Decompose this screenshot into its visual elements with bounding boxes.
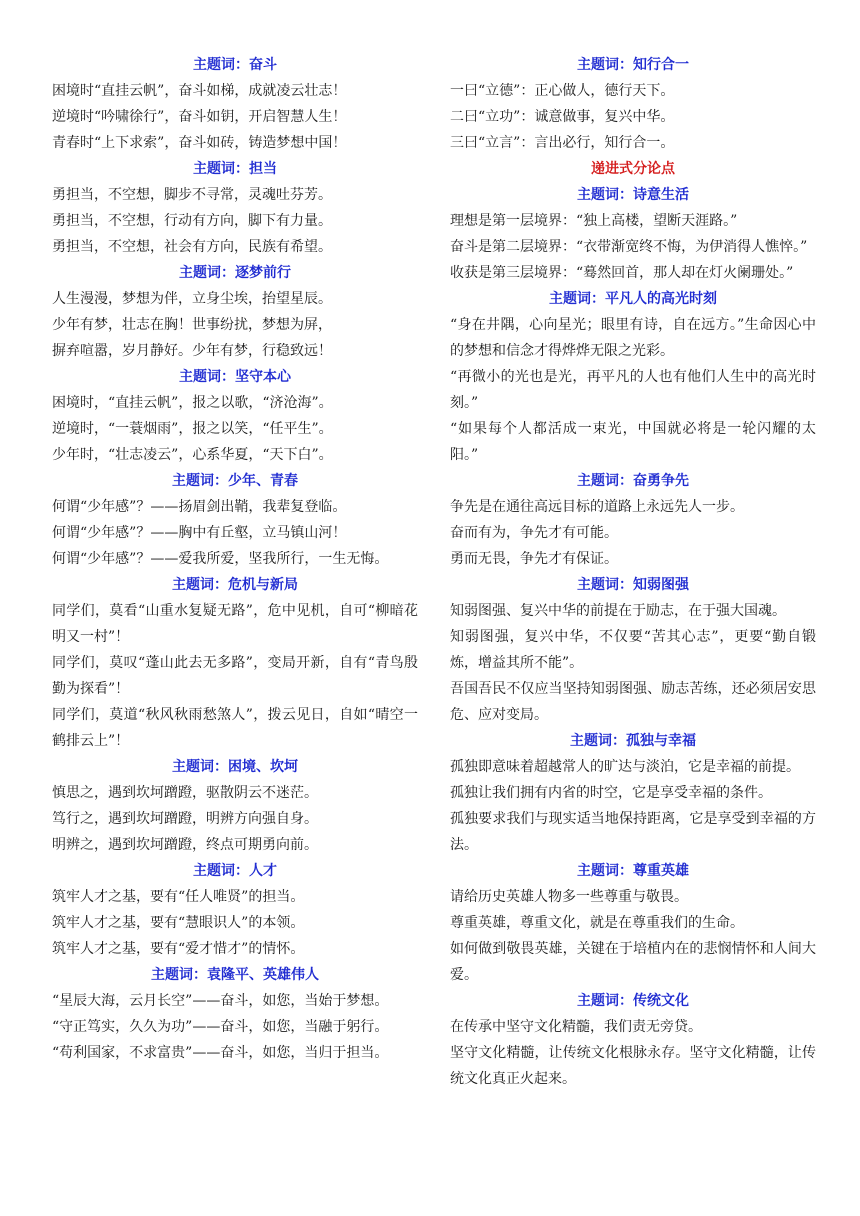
section-heading: 主题词：袁隆平、英雄伟人 [151, 967, 319, 983]
section-heading: 主题词：传统文化 [577, 993, 689, 1009]
text-line: 人生漫漫，梦想为伴，立身尘埃，抬望星辰。 [52, 291, 332, 307]
text-line: 困境时“直挂云帆”，奋斗如梯，成就凌云壮志！ [52, 83, 347, 99]
text-line: 争先是在通往高远目标的道路上永远先人一步。 [450, 499, 744, 515]
left-column [52, 52, 418, 1216]
text-line: 筑牢人才之基，要有“爱才惜才”的情怀。 [52, 941, 305, 957]
text-line: “如果每个人都活成一束光，中国就必将是一轮闪耀的太阳。” [450, 421, 816, 463]
text-line: 何谓“少年感”？——扬眉剑出鞘，我辈复登临。 [52, 499, 347, 515]
right-column [450, 52, 816, 1216]
text-line: 逆境时，“一蓑烟雨”，报之以笑，“任平生”。 [52, 421, 333, 437]
section-heading: 主题词：孤独与幸福 [570, 733, 696, 749]
text-line: 筑牢人才之基，要有“任人唯贤”的担当。 [52, 889, 305, 905]
text-line: “身在井隅，心向星光；眼里有诗，自在远方。”生命因心中的梦想和信念才得烨烨无限之光彩。 [450, 317, 816, 359]
text-line: 笃行之，遇到坎坷蹭蹬，明辨方向强自身。 [52, 811, 318, 827]
text-line: 收获是第三层境界：“蓦然回首，那人却在灯火阑珊处。” [450, 265, 794, 281]
text-line: 同学们，莫看“山重水复疑无路”，危中见机，自可“柳暗花明又一村”！ [52, 603, 418, 645]
text-line: 知弱图强，复兴中华，不仅要“苦其心志”，更要“勤自锻炼，增益其所不能”。 [450, 629, 816, 671]
text-line: 三曰“立言”：言出必行，知行合一。 [450, 135, 675, 151]
section-heading: 主题词：尊重英雄 [577, 863, 689, 879]
text-line: 同学们，莫叹“蓬山此去无多路”，变局开新，自有“青鸟殷勤为探看”！ [52, 655, 418, 697]
section-heading: 主题词：知弱图强 [577, 577, 689, 593]
section-heading: 主题词：坚守本心 [179, 369, 291, 385]
section-heading: 主题词：平凡人的高光时刻 [549, 291, 717, 307]
text-line: 筑牢人才之基，要有“慧眼识人”的本领。 [52, 915, 305, 931]
text-line: 在传承中坚守文化精髓，我们责无旁贷。 [450, 1019, 702, 1035]
text-line: 尊重英雄，尊重文化，就是在尊重我们的生命。 [450, 915, 744, 931]
section-heading: 主题词：奋斗 [193, 57, 277, 73]
text-line: 请给历史英雄人物多一些尊重与敬畏。 [450, 889, 688, 905]
text-line: 同学们，莫道“秋风秋雨愁煞人”，拨云见日，自如“晴空一鹤排云上”！ [52, 707, 418, 749]
text-line: “再微小的光也是光，再平凡的人也有他们人生中的高光时刻。” [450, 369, 816, 411]
section-heading: 主题词：逐梦前行 [179, 265, 291, 281]
section-heading: 主题词：担当 [193, 161, 277, 177]
section-heading: 主题词：危机与新局 [172, 577, 298, 593]
text-line: 奋斗是第二层境界：“衣带渐宽终不悔，为伊消得人憔悴。” [450, 239, 808, 255]
text-line: 知弱图强、复兴中华的前提在于励志，在于强大国魂。 [450, 603, 786, 619]
text-line: 孤独即意味着超越常人的旷达与淡泊，它是幸福的前提。 [450, 759, 800, 775]
section-heading: 递进式分论点 [591, 161, 675, 177]
text-line: 慎思之，遇到坎坷蹭蹬，驱散阴云不迷茫。 [52, 785, 318, 801]
text-line: 何谓“少年感”？——爱我所爱，坚我所行，一生无悔。 [52, 551, 389, 567]
text-line: 勇担当，不空想，行动有方向，脚下有力量。 [52, 213, 332, 229]
section-heading: 主题词：困境、坎坷 [172, 759, 298, 775]
text-line: “苟利国家，不求富贵”——奋斗，如您，当归于担当。 [52, 1045, 389, 1061]
section-heading: 主题词：诗意生活 [577, 187, 689, 203]
text-line: “守正笃实，久久为功”——奋斗，如您，当融于躬行。 [52, 1019, 389, 1035]
text-line: 如何做到敬畏英雄，关键在于培植内在的悲悯情怀和人间大爱。 [450, 941, 816, 983]
text-line: 少年时，“壮志凌云”，心系华夏，“天下白”。 [52, 447, 333, 463]
text-line: “星辰大海，云月长空”——奋斗，如您，当始于梦想。 [52, 993, 389, 1009]
text-line: 二曰“立功”：诚意做事，复兴中华。 [450, 109, 675, 125]
text-line: 坚守文化精髓，让传统文化根脉永存。坚守文化精髓，让传统文化真正火起来。 [450, 1045, 816, 1087]
text-line: 少年有梦，壮志在胸！世事纷扰，梦想为屏， [52, 317, 332, 333]
text-line: 孤独让我们拥有内省的时空，它是享受幸福的条件。 [450, 785, 772, 801]
text-line: 吾国吾民不仅应当坚持知弱图强、励志苦练，还必须居安思危、应对变局。 [450, 681, 816, 723]
section-heading: 主题词：知行合一 [577, 57, 689, 73]
section-heading: 主题词：人才 [193, 863, 277, 879]
text-line: 孤独要求我们与现实适当地保持距离，它是享受到幸福的方法。 [450, 811, 816, 853]
text-line: 青春时“上下求索”，奋斗如砖，铸造梦想中国！ [52, 135, 347, 151]
section-heading: 主题词：少年、青春 [172, 473, 298, 489]
section-heading: 主题词：奋勇争先 [577, 473, 689, 489]
text-line: 困境时，“直挂云帆”，报之以歌，“济沧海”。 [52, 395, 333, 411]
text-line: 摒弃喧嚣，岁月静好。少年有梦，行稳致远！ [52, 343, 332, 359]
text-line: 勇担当，不空想，脚步不寻常，灵魂吐芬芳。 [52, 187, 332, 203]
text-line: 何谓“少年感”？——胸中有丘壑，立马镇山河！ [52, 525, 347, 541]
text-line: 逆境时“吟啸徐行”，奋斗如钥，开启智慧人生！ [52, 109, 347, 125]
text-line: 勇担当，不空想，社会有方向，民族有希望。 [52, 239, 332, 255]
text-line: 理想是第一层境界：“独上高楼，望断天涯路。” [450, 213, 738, 229]
text-line: 勇而无畏，争先才有保证。 [450, 551, 618, 567]
text-line: 一曰“立德”：正心做人，德行天下。 [450, 83, 675, 99]
text-line: 明辨之，遇到坎坷蹭蹬，终点可期勇向前。 [52, 837, 318, 853]
text-line: 奋而有为，争先才有可能。 [450, 525, 618, 541]
